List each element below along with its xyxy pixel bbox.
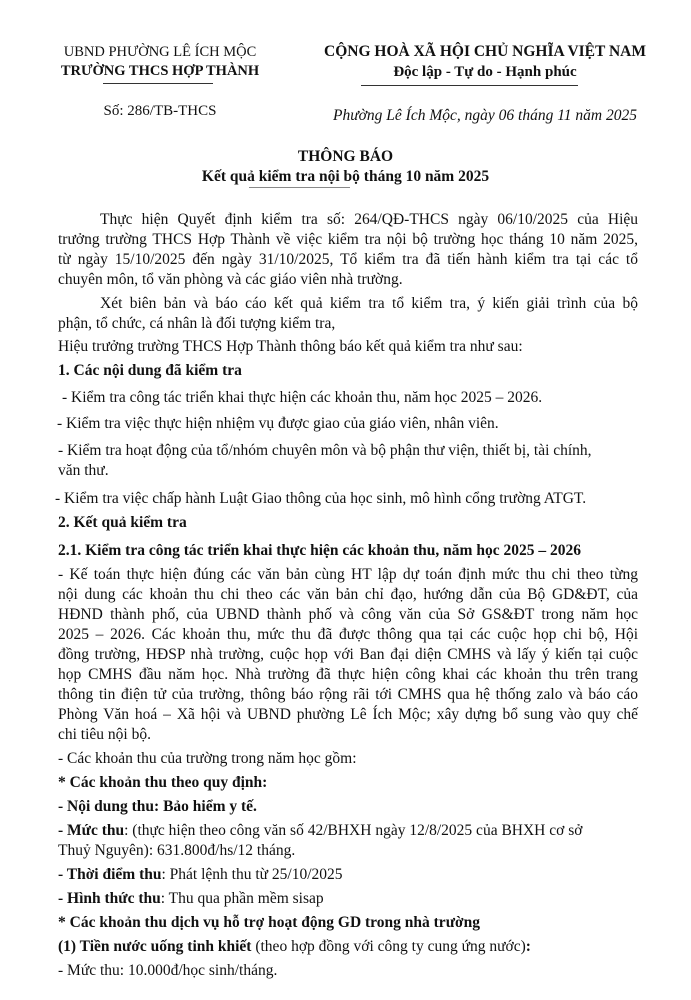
school-underline bbox=[103, 83, 213, 84]
place-date: Phường Lê Ích Mộc, ngày 06 tháng 11 năm 2025 bbox=[332, 107, 637, 124]
subtitle-underline bbox=[249, 187, 350, 188]
school-name: TRƯỜNG THCS HỢP THÀNH bbox=[60, 63, 260, 79]
item1-label: (1) Tiền nước uống tinh khiết bbox=[58, 938, 252, 955]
section1-item: - Kiểm tra hoạt động của tổ/nhóm chuyên môn và bộ phận thư viện, thiết bị, tài chính, bbox=[58, 442, 592, 459]
document-number: Số: 286/TB-THCS bbox=[103, 103, 217, 119]
agency-name: UBND PHƯỜNG LÊ ÍCH MỘC bbox=[63, 44, 257, 60]
document-subtitle: Kết quả kiểm tra nội bộ tháng 10 năm 2025 bbox=[201, 168, 490, 185]
regulated-fee-rate-continued: Thuỷ Nguyên): 631.800đ/hs/12 tháng. bbox=[58, 842, 296, 859]
intro-p3: Hiệu trưởng trường THCS Hợp Thành thông báo kết quả kiểm tra như sau: bbox=[58, 338, 523, 355]
intro-p1-line4: chuyên môn, tổ văn phòng và các giáo viên nhà trường. bbox=[58, 271, 403, 288]
section2-1-para-line: HĐND thành phố, của UBND thành phố và công văn của Sở GS&ĐT trong năm học bbox=[58, 606, 638, 623]
intro-p1-line3: từ ngày 15/10/2025 đến ngày 31/10/2025, Tổ kiểm tra đã tiến hành kiểm tra tại các tổ bbox=[58, 251, 638, 268]
item1-colon: : bbox=[525, 938, 531, 955]
service-fees-heading: * Các khoản thu dịch vụ hỗ trợ hoạt động GD trong nhà trường bbox=[58, 914, 480, 931]
section1-heading: 1. Các nội dung đã kiểm tra bbox=[58, 362, 242, 379]
section2-1-para-line: 2025 – 2026. Các khoản thu, mức thu đã được thông qua tại các cuộc họp chi bộ, Hội bbox=[58, 626, 638, 643]
regulated-fee-method bbox=[58, 889, 324, 909]
intro-p2-line1: Xét biên bản và báo cáo kết quả kiểm tra tổ kiểm tra, ý kiến giải trình của bộ bbox=[100, 295, 638, 312]
regulated-fee-content: - Nội dung thu: Bảo hiểm y tế. bbox=[58, 798, 257, 815]
section2-1-para-line: đồng trường, HĐSP nhà trường, cuộc họp với Ban đại diện CMHS và lấy ý kiến tại cuộc bbox=[58, 646, 638, 663]
intro-p1-line1: Thực hiện Quyết định kiểm tra số: 264/QĐ-THCS ngày 06/10/2025 của Hiệu bbox=[100, 211, 638, 228]
service-fee-item1 bbox=[58, 937, 531, 957]
item1-text: (theo hợp đồng với công ty cung ứng nước) bbox=[251, 938, 526, 955]
time-text: : Phát lệnh thu từ 25/10/2025 bbox=[161, 866, 343, 883]
method-text: : Thu qua phần mềm sisap bbox=[160, 890, 324, 907]
section2-1-para-line: chi tiêu nội bộ. bbox=[58, 726, 151, 743]
section2-1-para-line: nội dung các khoản thu chi theo các văn bản chỉ đạo, hướng dẫn của Bộ GD&ĐT, của bbox=[58, 586, 638, 603]
national-title: CỘNG HOÀ XÃ HỘI CHỦ NGHĨA VIỆT NAM bbox=[324, 43, 646, 60]
fees-list-intro: - Các khoản thu của trường trong năm học gồm: bbox=[58, 750, 357, 767]
intro-p2-line2: phận, tổ chức, cá nhân là đối tượng kiểm tra, bbox=[58, 315, 336, 332]
section2-1-heading: 2.1. Kiểm tra công tác triển khai thực hiện các khoản thu, năm học 2025 – 2026 bbox=[58, 542, 581, 559]
section2-1-para-line: họp CMHS đầu năm học. Nhà trường đã thực hiện công khai các khoản thu trên trang bbox=[58, 666, 638, 683]
motto-underline bbox=[361, 85, 578, 86]
section2-heading: 2. Kết quả kiểm tra bbox=[58, 514, 187, 531]
section2-1-para-line: - Kế toán thực hiện đúng các văn bản cùng HT lập dự toán định mức thu chi theo từng bbox=[58, 566, 638, 583]
method-label: - Hình thức thu bbox=[58, 890, 161, 907]
section1-item-continued: văn thư. bbox=[58, 462, 109, 479]
section2-1-para-line: Phòng Văn hoá – Xã hội và UBND phường Lê Ích Mộc; xây dựng bổ sung vào quy chế bbox=[58, 706, 638, 723]
rate-text: : (thực hiện theo công văn số 42/BHXH ngày 12/8/2025 của BHXH cơ sở bbox=[124, 822, 583, 839]
service-fee-item1-rate: - Mức thu: 10.000đ/học sinh/tháng. bbox=[58, 962, 278, 979]
section1-item: - Kiểm tra việc chấp hành Luật Giao thông của học sinh, mô hình cổng trường ATGT. bbox=[55, 490, 587, 507]
section2-1-para-line: thông tin điện tử của trường, thông báo rộng rãi tới CMHS qua hệ thống zalo và báo cáo bbox=[58, 686, 638, 703]
regulated-fee-time bbox=[58, 865, 343, 885]
section1-item: - Kiểm tra việc thực hiện nhiệm vụ được giao của giáo viên, nhân viên. bbox=[57, 415, 499, 432]
time-label: - Thời điểm thu bbox=[58, 866, 162, 883]
section1-item: - Kiểm tra công tác triển khai thực hiện các khoản thu, năm học 2025 – 2026. bbox=[62, 389, 543, 406]
intro-p1-line2: trưởng trường THCS Hợp Thành về việc kiểm tra nội bộ trường học tháng 10 năm 2025, bbox=[58, 231, 638, 248]
document-title: THÔNG BÁO bbox=[297, 148, 394, 165]
rate-label: - Mức thu bbox=[58, 822, 125, 839]
regulated-fees-heading: * Các khoản thu theo quy định: bbox=[58, 774, 268, 791]
national-motto: Độc lập - Tự do - Hạnh phúc bbox=[393, 64, 577, 80]
regulated-fee-rate bbox=[58, 821, 582, 841]
